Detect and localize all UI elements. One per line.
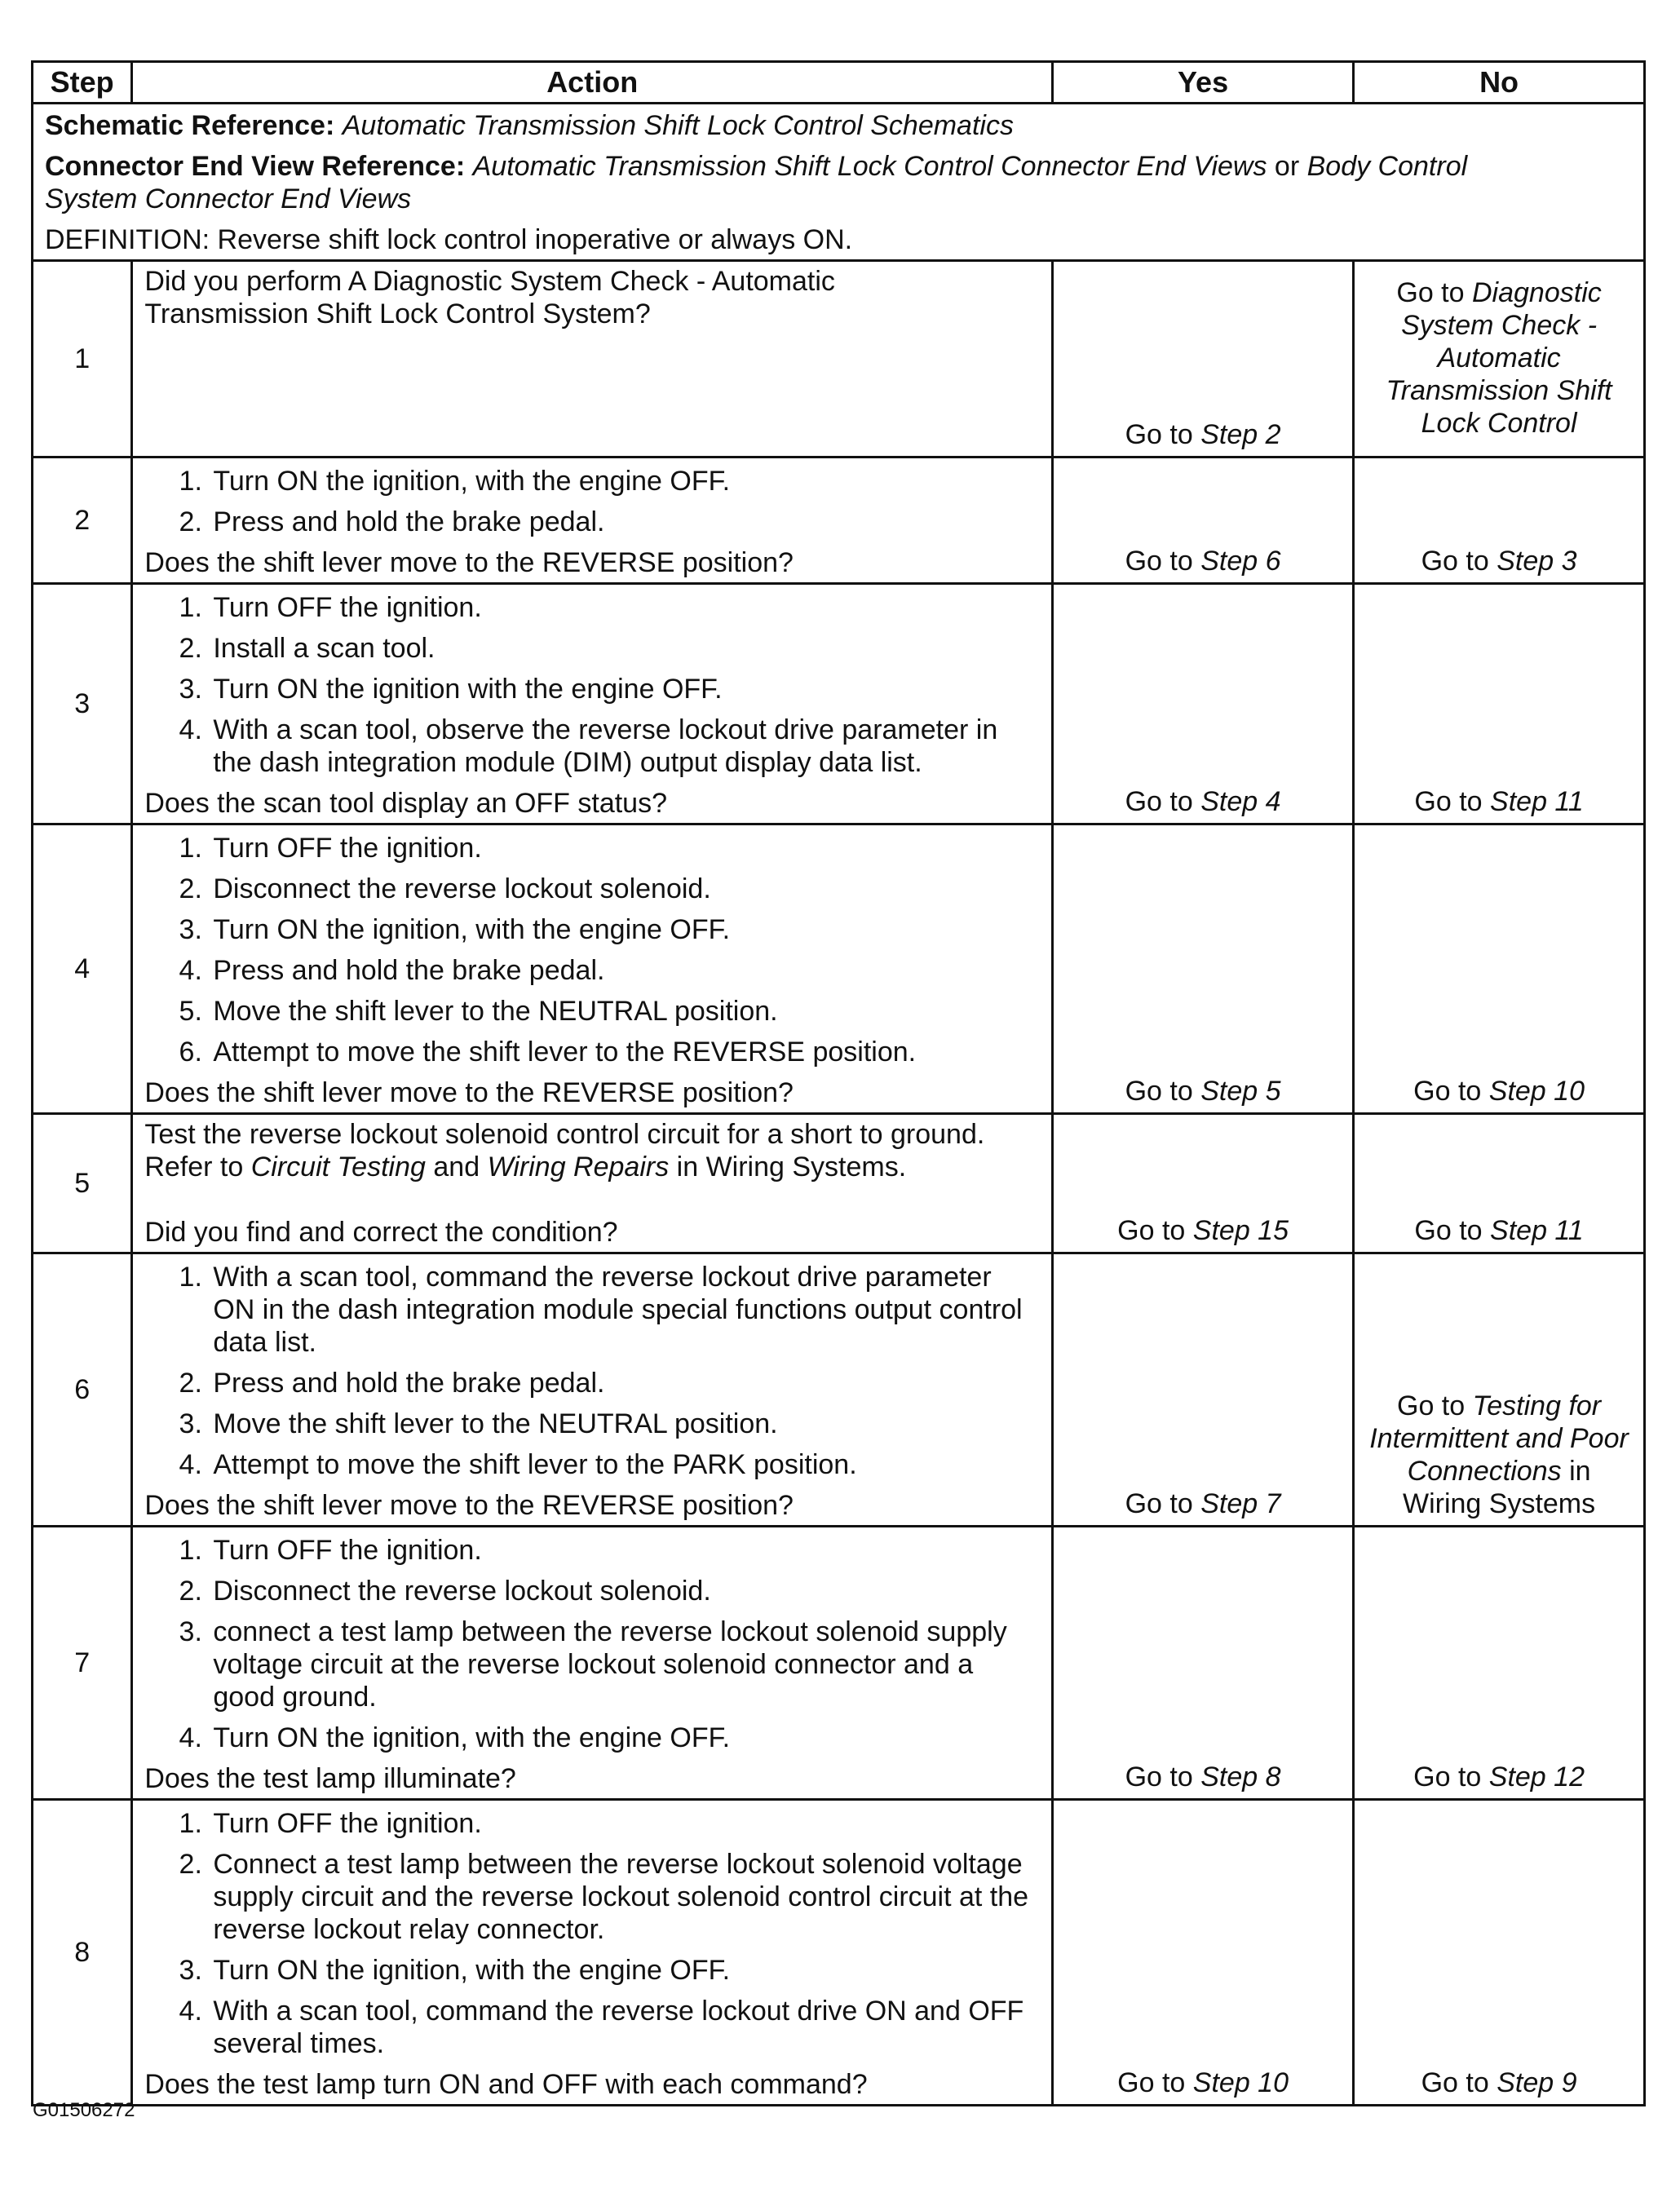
no-step-link[interactable]: Step 12 bbox=[1488, 1762, 1585, 1793]
step-action bbox=[132, 1253, 1053, 1527]
instruction-item: 2. Press and hold the brake pedal. bbox=[210, 1367, 1040, 1399]
step-yes: Go to Step 4 bbox=[1053, 584, 1354, 824]
instruction-list bbox=[144, 832, 1040, 1068]
step-yes: Go to Step 6 bbox=[1053, 458, 1354, 584]
instruction-item: 2. Disconnect the reverse lockout solenoid. bbox=[210, 873, 1040, 905]
header-action: Action bbox=[132, 62, 1053, 104]
yes-step-link[interactable]: Step 5 bbox=[1200, 1076, 1281, 1107]
reference-row bbox=[33, 104, 1645, 261]
step-instruction: Test the reverse lockout solenoid control circuit for a short to ground. Refer to Circuit Testing and Wiring Repairs in Wiring Systems. bbox=[144, 1119, 985, 1182]
step-question: Does the test lamp illuminate? bbox=[144, 1763, 516, 1794]
instruction-list bbox=[144, 465, 1040, 538]
step-question: Did you perform A Diagnostic System Check - Automatic Transmission Shift Lock Control System? bbox=[144, 266, 835, 329]
no-step-link[interactable]: Step 11 bbox=[1490, 786, 1584, 817]
step-no: Go to Step 11 bbox=[1354, 1114, 1645, 1253]
no-step-link[interactable]: Step 9 bbox=[1497, 2067, 1577, 2098]
step-question: Does the scan tool display an OFF status? bbox=[144, 788, 667, 819]
instruction-item: 4. Attempt to move the shift lever to the PARK position. bbox=[210, 1448, 1040, 1481]
step-question: Did you find and correct the condition? bbox=[144, 1217, 618, 1248]
step-row-1 bbox=[33, 261, 1645, 458]
yes-step-link[interactable]: Step 15 bbox=[1192, 1215, 1289, 1246]
instruction-list bbox=[144, 591, 1040, 779]
instruction-item: 3. Move the shift lever to the NEUTRAL position. bbox=[210, 1408, 1040, 1440]
step-number: 1 bbox=[33, 261, 132, 458]
step-no: Go to Step 3 bbox=[1354, 458, 1645, 584]
instruction-item: 2. Connect a test lamp between the reverse lockout solenoid voltage supply circuit and the reverse lockout solenoid control circuit at the reverse lockout relay connector. bbox=[210, 1848, 1040, 1946]
instruction-item: 2. Disconnect the reverse lockout solenoid. bbox=[210, 1575, 1040, 1607]
step-number: 8 bbox=[33, 1800, 132, 2106]
diagnostic-table bbox=[31, 60, 1646, 2106]
instruction-item: 1. Turn OFF the ignition. bbox=[210, 832, 1040, 864]
yes-step-link[interactable]: Step 4 bbox=[1200, 786, 1281, 817]
step-number: 7 bbox=[33, 1527, 132, 1800]
connector-reference-or: or bbox=[1274, 151, 1300, 182]
step-number: 5 bbox=[33, 1114, 132, 1253]
yes-step-link[interactable]: Step 8 bbox=[1200, 1762, 1281, 1793]
instruction-item: 2. Press and hold the brake pedal. bbox=[210, 506, 1040, 538]
header-step: Step bbox=[33, 62, 132, 104]
instruction-item: 1. Turn OFF the ignition. bbox=[210, 591, 1040, 624]
yes-step-link[interactable]: Step 10 bbox=[1192, 2067, 1289, 2098]
step-no: Go to Testing for Intermittent and Poor Connections in Wiring Systems bbox=[1354, 1253, 1645, 1527]
step-yes: Go to Step 10 bbox=[1053, 1800, 1354, 2106]
step-yes: Go to Step 7 bbox=[1053, 1253, 1354, 1527]
schematic-reference bbox=[45, 109, 1632, 142]
definition-text: DEFINITION: Reverse shift lock control inoperative or always ON. bbox=[45, 224, 853, 255]
wiring-repairs-link[interactable]: Wiring Repairs bbox=[487, 1152, 670, 1182]
instruction-item: 4. With a scan tool, command the reverse lockout drive ON and OFF several times. bbox=[210, 1995, 1040, 2060]
connector-reference bbox=[45, 150, 1480, 215]
step-question: Does the shift lever move to the REVERSE position? bbox=[144, 547, 794, 578]
yes-step-link[interactable]: Step 2 bbox=[1200, 419, 1281, 450]
step-number: 4 bbox=[33, 824, 132, 1114]
instruction-item: 3. Turn ON the ignition, with the engine OFF. bbox=[210, 1954, 1040, 1987]
figure-id: G01506272 bbox=[33, 2099, 135, 2121]
step-action bbox=[132, 458, 1053, 584]
step-row-8 bbox=[33, 1800, 1645, 2106]
no-step-link[interactable]: Testing for Intermittent and Poor Connections bbox=[1369, 1390, 1629, 1487]
step-yes: Go to Step 8 bbox=[1053, 1527, 1354, 1800]
instruction-list bbox=[144, 1534, 1040, 1754]
step-number: 3 bbox=[33, 584, 132, 824]
step-yes: Go to Step 15 bbox=[1053, 1114, 1354, 1253]
instruction-list bbox=[144, 1261, 1040, 1481]
connector-reference-label: Connector End View Reference: bbox=[45, 151, 466, 182]
step-action bbox=[132, 1114, 1053, 1253]
step-number: 6 bbox=[33, 1253, 132, 1527]
instruction-item: 1. Turn ON the ignition, with the engine OFF. bbox=[210, 465, 1040, 497]
step-row-7 bbox=[33, 1527, 1645, 1800]
step-row-2 bbox=[33, 458, 1645, 584]
step-action bbox=[132, 261, 1053, 458]
step-row-4 bbox=[33, 824, 1645, 1114]
step-row-3 bbox=[33, 584, 1645, 824]
instruction-item: 1. Turn OFF the ignition. bbox=[210, 1534, 1040, 1567]
step-row-5 bbox=[33, 1114, 1645, 1253]
instruction-item: 5. Move the shift lever to the NEUTRAL position. bbox=[210, 995, 1040, 1028]
instruction-item: 3. Turn ON the ignition, with the engine OFF. bbox=[210, 913, 1040, 946]
instruction-item: 3. Turn ON the ignition with the engine OFF. bbox=[210, 673, 1040, 705]
step-yes: Go to Step 5 bbox=[1053, 824, 1354, 1114]
step-no: Go to Diagnostic System Check - Automatic Transmission Shift Lock Control bbox=[1354, 261, 1645, 458]
no-step-link[interactable]: Step 11 bbox=[1490, 1215, 1584, 1246]
connector-reference-link-1[interactable]: Automatic Transmission Shift Lock Control Connector End Views bbox=[472, 151, 1267, 182]
step-no: Go to Step 9 bbox=[1354, 1800, 1645, 2106]
instruction-list bbox=[144, 1807, 1040, 2060]
instruction-item: 6. Attempt to move the shift lever to the REVERSE position. bbox=[210, 1036, 1040, 1068]
instruction-item: 4. With a scan tool, observe the reverse lockout drive parameter in the dash integration module (DIM) output display data list. bbox=[210, 714, 1040, 779]
step-action bbox=[132, 824, 1053, 1114]
step-row-6 bbox=[33, 1253, 1645, 1527]
instruction-item: 1. Turn OFF the ignition. bbox=[210, 1807, 1040, 1840]
step-question: Does the shift lever move to the REVERSE position? bbox=[144, 1077, 794, 1108]
connector-reference-link-2[interactable]: Body Control System Connector End Views bbox=[45, 151, 1468, 214]
step-no: Go to Step 12 bbox=[1354, 1527, 1645, 1800]
header-no: No bbox=[1354, 62, 1645, 104]
table-header-row bbox=[33, 62, 1645, 104]
reference-cell bbox=[33, 104, 1645, 261]
step-action bbox=[132, 584, 1053, 824]
circuit-testing-link[interactable]: Circuit Testing bbox=[250, 1152, 426, 1182]
step-question: Does the test lamp turn ON and OFF with each command? bbox=[144, 2069, 868, 2100]
step-no: Go to Step 11 bbox=[1354, 584, 1645, 824]
schematic-reference-label: Schematic Reference: bbox=[45, 110, 335, 141]
step-action bbox=[132, 1800, 1053, 2106]
schematic-reference-link[interactable]: Automatic Transmission Shift Lock Control Schematics bbox=[342, 110, 1014, 141]
yes-step-link[interactable]: Step 6 bbox=[1200, 546, 1281, 577]
no-step-link[interactable]: Step 3 bbox=[1497, 546, 1577, 577]
no-step-link[interactable]: Diagnostic System Check - Automatic Transmission Shift Lock Control bbox=[1386, 277, 1612, 439]
instruction-item: 4. Turn ON the ignition, with the engine OFF. bbox=[210, 1722, 1040, 1754]
step-no: Go to Step 10 bbox=[1354, 824, 1645, 1114]
step-yes: Go to Step 2 bbox=[1053, 261, 1354, 458]
yes-step-link[interactable]: Step 7 bbox=[1200, 1488, 1281, 1519]
header-yes: Yes bbox=[1053, 62, 1354, 104]
step-action bbox=[132, 1527, 1053, 1800]
step-number: 2 bbox=[33, 458, 132, 584]
instruction-item: 3. connect a test lamp between the reverse lockout solenoid supply voltage circuit at the reverse lockout solenoid connector and a good ground. bbox=[210, 1616, 1040, 1713]
step-question: Does the shift lever move to the REVERSE position? bbox=[144, 1490, 794, 1521]
instruction-item: 4. Press and hold the brake pedal. bbox=[210, 954, 1040, 987]
instruction-item: 2. Install a scan tool. bbox=[210, 632, 1040, 665]
no-step-link[interactable]: Step 10 bbox=[1488, 1076, 1585, 1107]
instruction-item: 1. With a scan tool, command the reverse lockout drive parameter ON in the dash integration module special functions output control data list. bbox=[210, 1261, 1040, 1359]
